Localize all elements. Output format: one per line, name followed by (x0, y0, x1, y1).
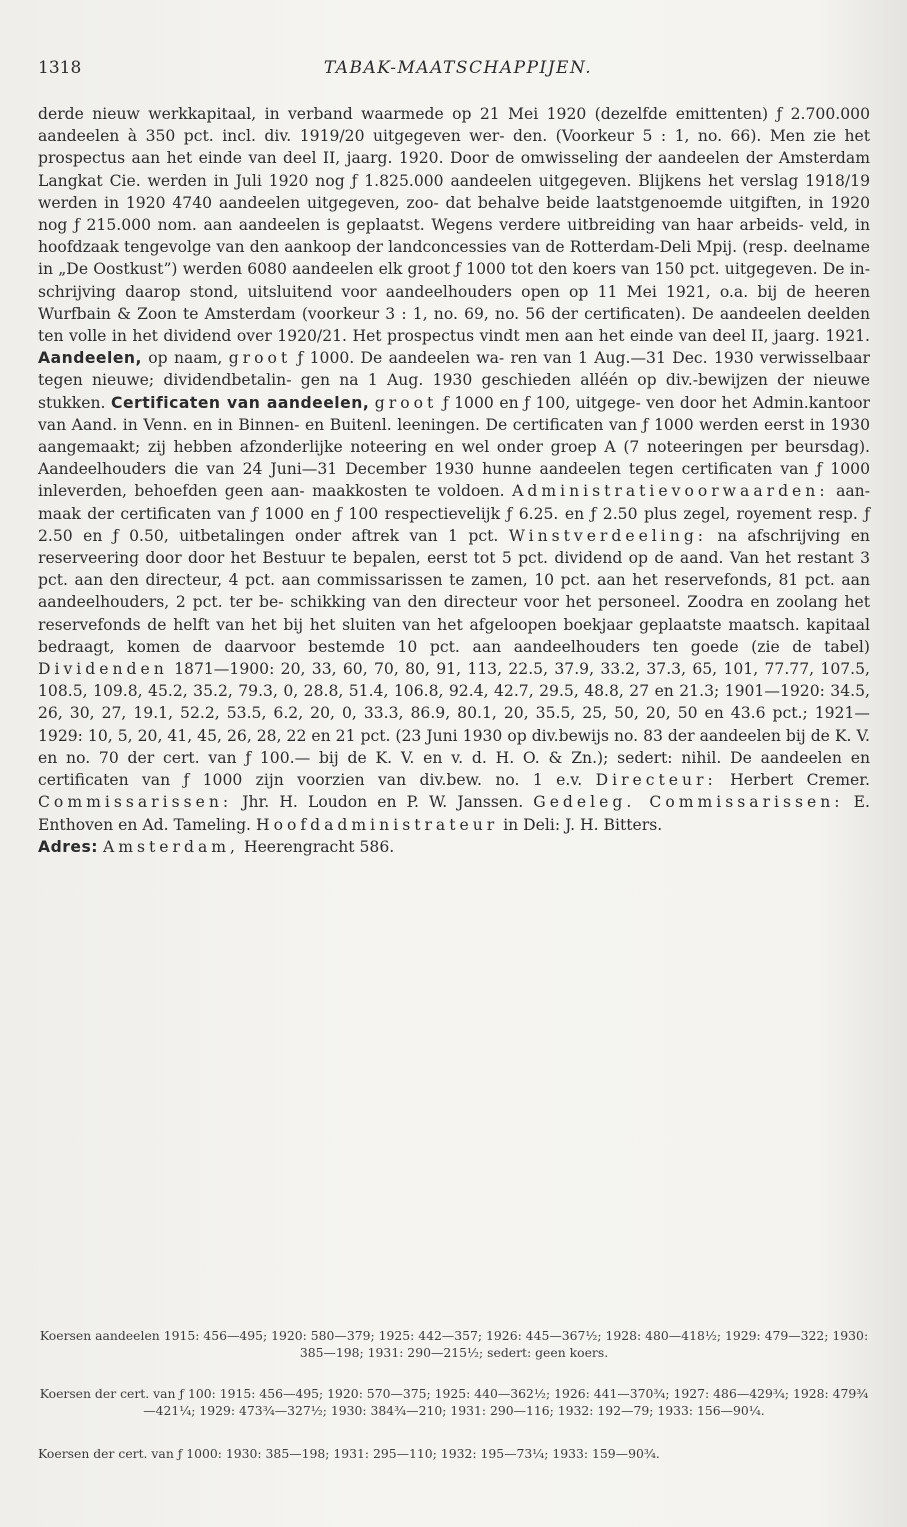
main-text (38, 103, 870, 858)
hoofdadmin-heading: Hoofdadministrateur (255, 815, 499, 834)
groot-label: groot (228, 349, 292, 368)
adres-city: Amsterdam, (102, 837, 240, 856)
commissarissen-text: Jhr. H. Loudon en P. W. Janssen. (242, 793, 524, 812)
body-paragraph (38, 103, 870, 836)
page-number: 1318 (38, 58, 82, 78)
gedeleg-heading: Gedeleg. Commissarissen: (533, 793, 844, 812)
dividenden-text: 1871—1900: 20, 33, 60, 70, 80, 91, 113, 22.5, 37.9, 33.2, 37.3, 65, 101, 77.77, 107.5, 108.5, 109.8, 45.2, 35.2, 79.3, 0, 28.8, 51.4, 106.8, 92.4, 42.7, 29.5, 48.8, 27 en 21.3; 1901—1920: 34.5, 26, 30, 27, 19.1, 52.2, 53.5, 6.2, 20, 0, 33.3, 86.9, 80.1, 20, 35.5, 25, 50, 20, 50 en 43.6 pct.; 1921—1929: 10, 5, 20, 41, 45, 26, 28, 22 en 21 pct. (23 Juni 1930 op div.bewijs no. 83 der aandeelen bij de K. V. en no. 70 der cert. van ƒ 100.— bij de K. V. en v. d. H. O. & Zn.); sedert: nihil. De aandeelen en certificaten van ƒ 1000 zijn voorzien van div.bew. no. 1 e.v. (38, 660, 870, 790)
winst-text: na afschrijving en reserveering door door het Bestuur te bepalen, eerst tot 5 pct. dividend op de aand. Van het restant 3 pct. aan den directeur, 4 pct. aan commissarissen te zamen, 10 pct. aan het reservefonds, 81 pct. aan aandeelhouders, 2 pct. ter be- schikking van den directeur voor het personeel. Zoodra en zoolang het reservefonds de helft van het bij het sluiten van het afgeloopen boekjaar geplaatste maatsch. kapitaal bedraagt, komen de daarvoor bestemde 10 pct. aan aandeelhouders ten goede (zie de tabel) (38, 526, 870, 656)
directeur-text: Herbert Cremer. (730, 771, 870, 790)
aandeelen-heading: Aandeelen, (38, 349, 142, 368)
groot-label-2: groot (374, 393, 438, 412)
page-header (38, 58, 878, 84)
directeur-heading: Directeur: (595, 771, 717, 790)
hoofdadmin-text: in Deli: J. H. Bitters. (503, 815, 663, 834)
gedeleg-text: E. Enthoven en Ad. Tameling. (38, 793, 870, 834)
aandeelen-text-a: op naam, (148, 349, 223, 368)
admin-heading: Administratievoorwaarden: (512, 482, 829, 501)
certificaten-text: ƒ 1000 en ƒ 100, uitgege- ven door het Admin.kantoor van Aand. in Venn. en in Binnen- en Buitenl. leeningen. De certificaten van ƒ 1000 werden eerst in 1930 aangemaakt; zij hebben afzonderlijke noteering en wel onder groep A (7 noteeringen per beursdag). Aandeelhouders die van 24 Juni—31 December 1930 hunne aandeelen tegen certificaten van ƒ 1000 inleverden, behoefden geen aan- maakkosten te voldoen. (38, 393, 870, 501)
certificaten-heading: Certificaten van aandeelen, (111, 393, 370, 412)
winst-heading: Winstverdeeling: (508, 526, 708, 545)
koersen-aandeelen: Koersen aandeelen 1915: 456—495; 1920: 580—379; 1925: 442—357; 1926: 445—367½; 1928: 480—418½; 1929: 479—322; 1930: 385—198; 1931: 290—215½; sedert: geen koers. (39, 1328, 869, 1360)
koersen-cert-1000: Koersen der cert. van ƒ 1000: 1930: 385—198; 1931: 295—110; 1932: 195—73¼; 1933: 159—90¾. (38, 1446, 660, 1461)
history-text: derde nieuw werkkapitaal, in verband waarmede op 21 Mei 1920 (dezelfde emittenten) ƒ 2.700.000 aandeelen à 350 pct. incl. div. 1919/20 uitgegeven wer- den. (Voorkeur 5 : 1, no. 66). Men zie het prospectus aan het einde van deel II, jaarg. 1920. Door de omwisseling der aandeelen der Amsterdam Langkat Cie. werden in Juli 1920 nog ƒ 1.825.000 aandeelen uitgegeven. Blijkens het verslag 1918/19 werden in 1920 4740 aandeelen uitgegeven, zoo- dat behalve beide laatstgenoemde uitgiften, in 1920 nog ƒ 215.000 nom. aan aandeelen is geplaatst. Wegens verdere uitbreiding van haar arbeids- veld, in hoofdzaak tengevolge van den aankoop der landconcessies van de Rotterdam-Deli Mpij. (resp. deelname in „De Oostkust”) werden 6080 aandeelen elk groot ƒ 1000 tot den koers van 150 pct. uitgegeven. De in- schrijving daarop stond, uitsluitend voor aandeelhouders open op 11 Mei 1921, o.a. bij de heeren Wurfbain & Zoon te Amsterdam (voorkeur 3 : 1, no. 69, no. 56 der certificaten). De aandeelen deelden ten volle in het dividend over 1920/21. Het prospectus vindt men aan het einde van deel II, jaarg. 1921. (38, 105, 870, 346)
aandeelen-text-b: ƒ 1000. De aandeelen wa- ren van 1 Aug.—31 Dec. 1930 verwisselbaar tegen nieuwe; dividendbetalin- gen na 1 Aug. 1930 geschieden alléén op div.-bewijzen der nieuwe stukken. (38, 349, 871, 412)
admin-text: aan- maak der certificaten van ƒ 1000 en ƒ 100 respectievelijk ƒ 6.25. en ƒ 2.50 plus zegel, royement resp. ƒ 2.50 en ƒ 0.50, uitbetalingen onder aftrek van 1 pct. (38, 482, 870, 545)
koersen-cert-100: Koersen der cert. van ƒ 100: 1915: 456—495; 1920: 570—375; 1925: 440—362½; 1926: 441—370¾; 1927: 486—429¾; 1928: 479¾—421¼; 1929: 473¾—327½; 1930: 384¾—210; 1931: 290—116; 1932: 192—79; 1933: 156—90¼. (39, 1386, 869, 1418)
address-line (38, 836, 870, 858)
adres-heading: Adres: (38, 837, 99, 856)
dividenden-heading: Dividenden (38, 660, 168, 679)
commissarissen-heading: Commissarissen: (38, 793, 233, 812)
running-title: TABAK-MAATSCHAPPIJEN. (323, 58, 593, 78)
adres-street: Heerengracht 586. (243, 837, 395, 856)
